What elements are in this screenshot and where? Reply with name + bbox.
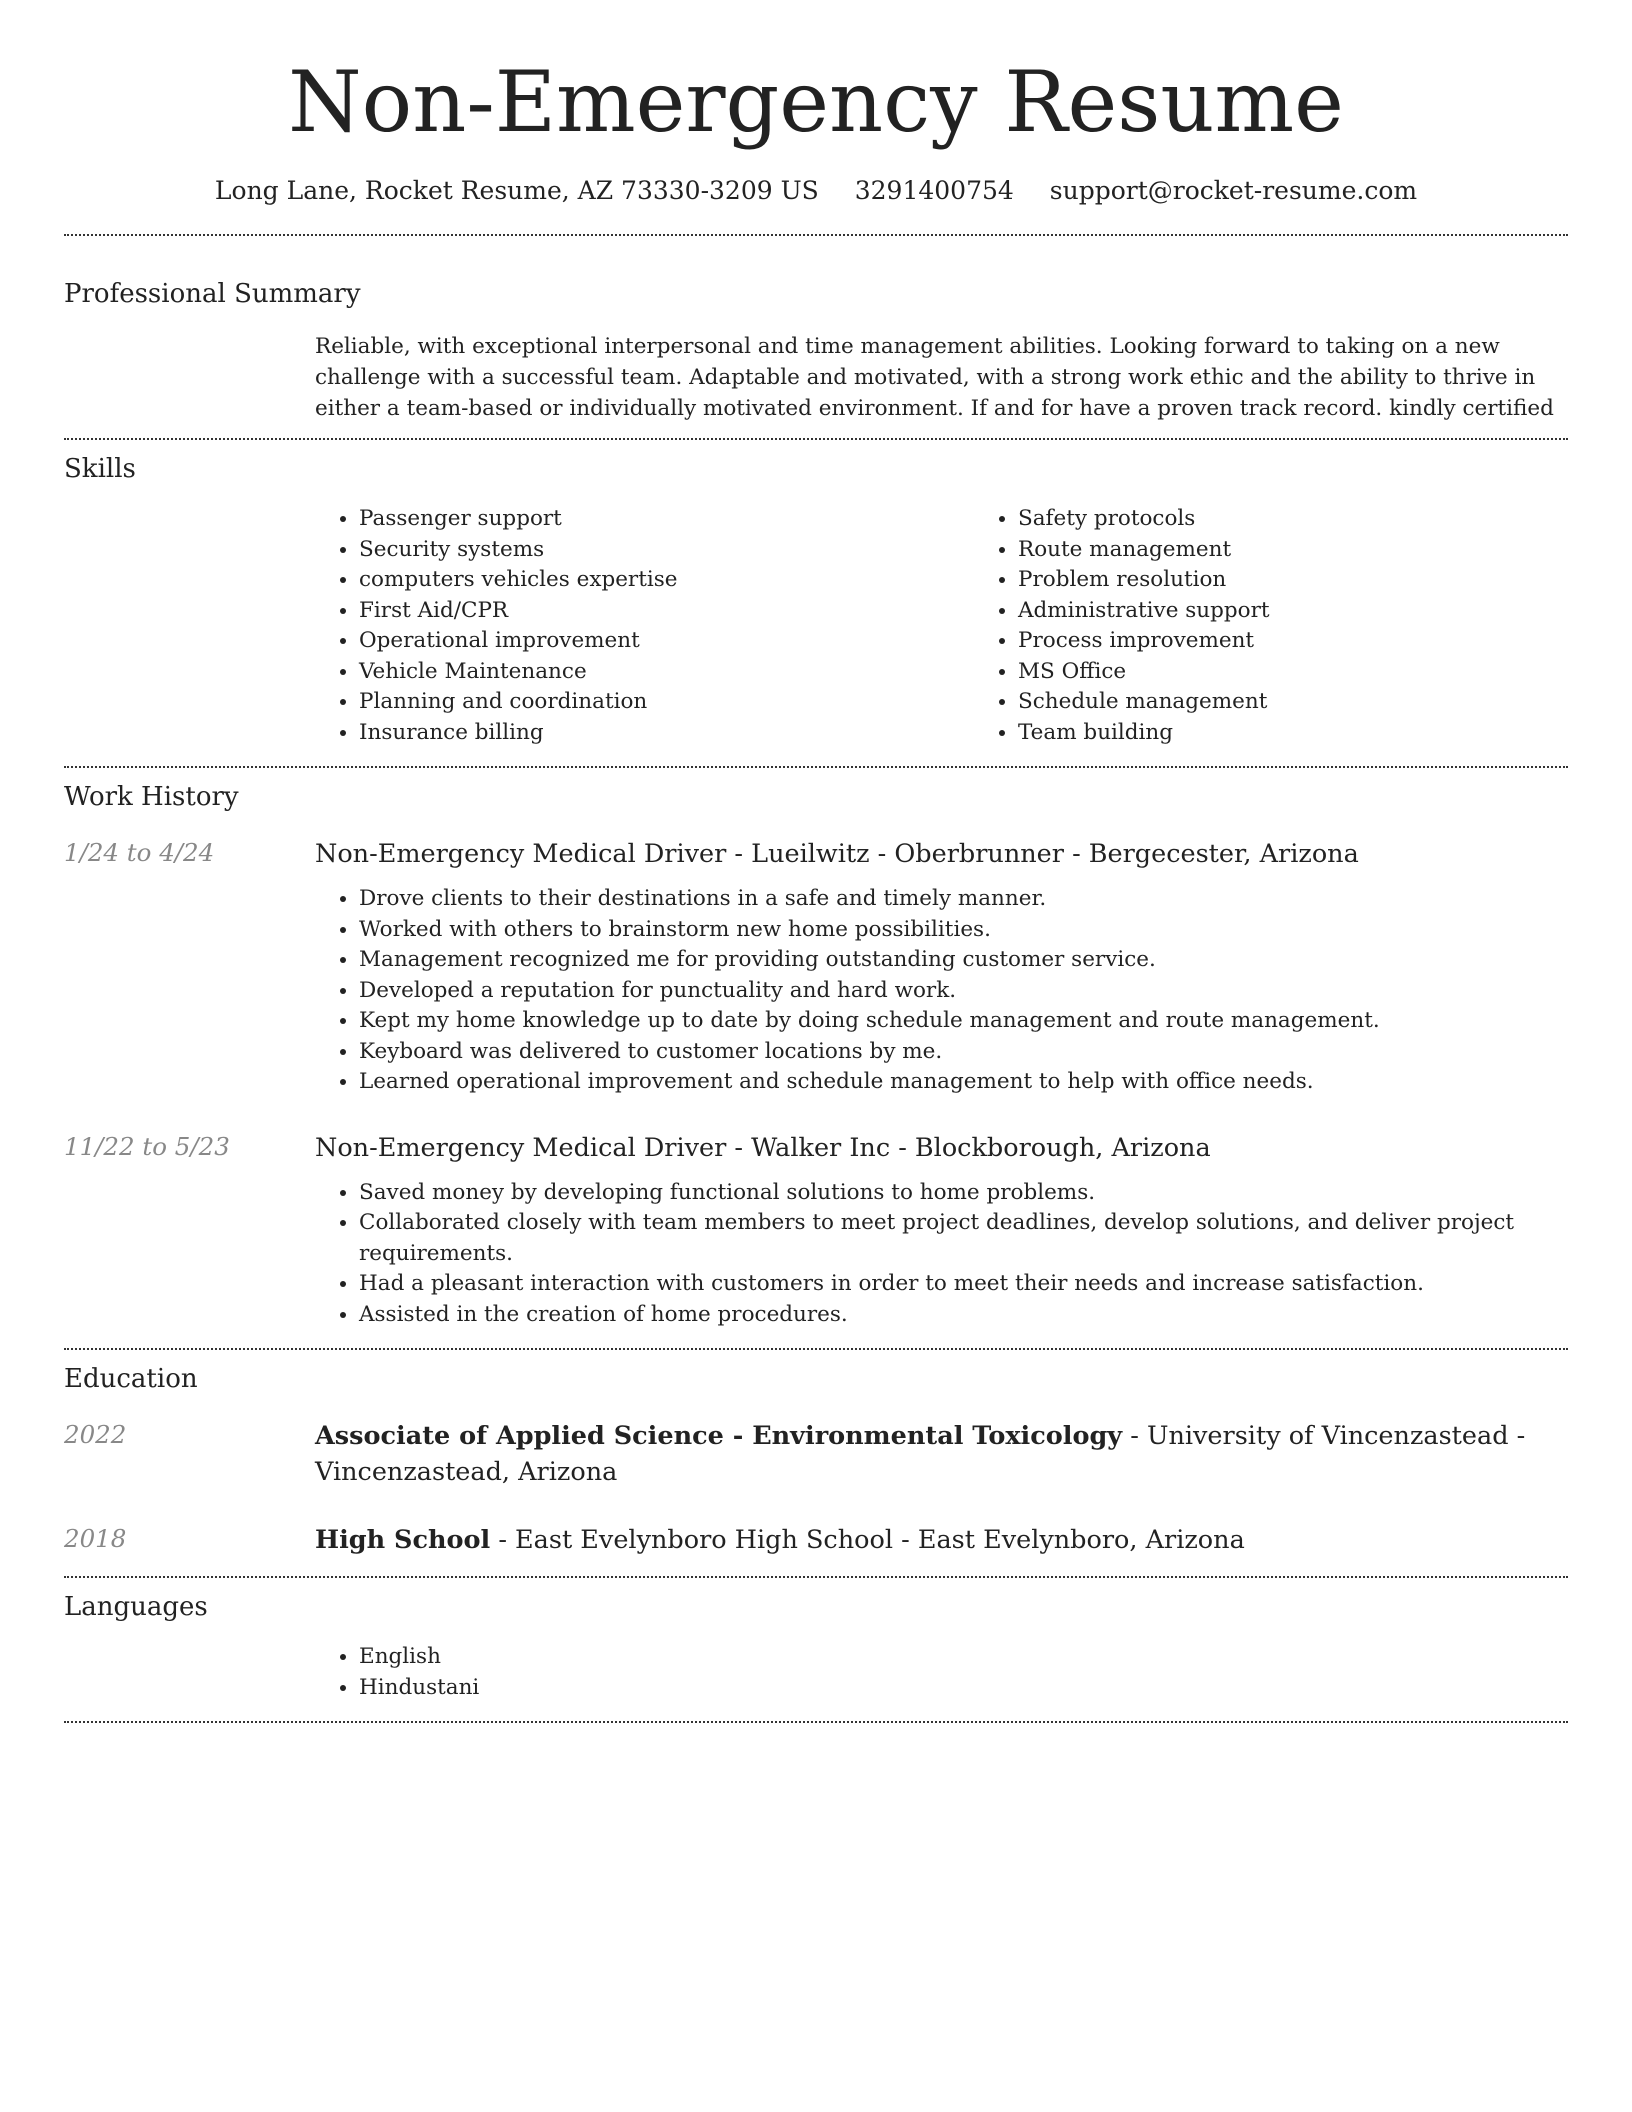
job-bullet: • Had a pleasant interaction with customers in order to meet their needs and increase satisfaction.	[359, 1269, 1568, 1300]
summary-text: Reliable, with exceptional interpersonal and time management abilities. Looking forward to taking on a new challenge with a successful team. Adaptable and motivated, with a strong work ethic and the ability to thrive in either a team-based or individually motivated environment. If and for have a proven track record. kindly certified	[315, 334, 1554, 421]
job-bullet: • Assisted in the creation of home procedures.	[359, 1300, 1568, 1331]
divider	[64, 1576, 1568, 1578]
job-heading: Non-Emergency Medical Driver - Lueilwitz - Oberbrunner - Bergecester, Arizona	[315, 839, 1359, 869]
job-bullet: • Keyboard was delivered to customer locations by me.	[359, 1037, 1568, 1068]
education-degree: Associate of Applied Science - Environmental Toxicology	[315, 1421, 1123, 1451]
skill-item: • computers vehicles expertise	[359, 565, 974, 596]
job-heading: Non-Emergency Medical Driver - Walker Inc - Blockborough, Arizona	[315, 1132, 1211, 1163]
skill-item: • Process improvement	[1018, 626, 1632, 657]
education-title: Education	[64, 1364, 198, 1394]
education-heading	[315, 1522, 1568, 1558]
contact-line	[64, 174, 1568, 208]
skill-item: • MS Office	[1018, 657, 1632, 688]
education-school: - University of Vincenzastead - Vincenzastead, Arizona	[315, 1421, 1526, 1487]
skill-item: • Schedule management	[1018, 687, 1632, 718]
contact-phone: 3291400754	[854, 176, 1014, 205]
job-bullet: • Developed a reputation for punctuality and hard work.	[359, 976, 1568, 1007]
job-dates: 11/22 to 5/23	[64, 1131, 230, 1161]
skill-item: • Administrative support	[1018, 596, 1632, 627]
summary-section	[64, 277, 1568, 424]
education-school: - East Evelynboro High School - East Evelynboro, Arizona	[490, 1525, 1245, 1555]
education-section	[64, 1362, 1568, 1558]
skill-item: • Planning and coordination	[359, 687, 974, 718]
languages-list	[315, 1642, 1568, 1703]
job-bullet: • Saved money by developing functional solutions to home problems.	[359, 1178, 1568, 1209]
skill-item: • Route management	[1018, 535, 1632, 566]
job-bullets	[315, 1178, 1568, 1331]
languages-title: Languages	[64, 1592, 208, 1622]
education-entry	[64, 1418, 1568, 1490]
skill-item: • First Aid/CPR	[359, 596, 974, 627]
skill-item: • Team building	[1018, 718, 1632, 749]
divider	[64, 234, 1568, 236]
summary-title: Professional Summary	[64, 279, 361, 309]
education-year: 2022	[64, 1420, 127, 1449]
job-entry	[64, 1130, 1568, 1331]
work-section	[64, 780, 1568, 1330]
job-entry	[64, 836, 1568, 1098]
divider	[64, 1348, 1568, 1350]
education-heading	[315, 1418, 1568, 1490]
job-bullet: • Learned operational improvement and schedule management to help with office needs.	[359, 1067, 1568, 1098]
skills-section	[64, 452, 1568, 748]
language-item: • English	[359, 1642, 1568, 1673]
skill-item: • Security systems	[359, 535, 974, 566]
education-degree: High School	[315, 1525, 491, 1555]
skill-item: • Safety protocols	[1018, 504, 1632, 535]
resume-name: Non-Emergency Resume	[288, 53, 1344, 151]
skill-item: • Problem resolution	[1018, 565, 1632, 596]
languages-section	[64, 1590, 1568, 1703]
education-year: 2018	[64, 1524, 127, 1553]
contact-address: Long Lane, Rocket Resume, AZ 73330-3209 US	[214, 176, 819, 205]
language-item: • Hindustani	[359, 1673, 1568, 1704]
divider	[64, 1721, 1568, 1723]
contact-email: support@rocket-resume.com	[1049, 176, 1418, 205]
job-bullet: • Drove clients to their destinations in a safe and timely manner.	[359, 884, 1568, 915]
job-bullet: • Collaborated closely with team members to meet project deadlines, develop solutions, and deliver project requirements.	[359, 1208, 1568, 1269]
job-bullets	[315, 884, 1568, 1098]
skills-title: Skills	[64, 454, 136, 484]
skill-item: • Insurance billing	[359, 718, 974, 749]
job-bullet: • Kept my home knowledge up to date by doing schedule management and route management.	[359, 1006, 1568, 1037]
job-bullet: • Management recognized me for providing outstanding customer service.	[359, 945, 1568, 976]
skill-item: • Passenger support	[359, 504, 974, 535]
skill-item: • Vehicle Maintenance	[359, 657, 974, 688]
skills-list-left	[315, 504, 974, 748]
skill-item: • Operational improvement	[359, 626, 974, 657]
work-title: Work History	[64, 782, 239, 812]
resume-page	[64, 0, 1568, 1723]
education-entry	[64, 1522, 1568, 1558]
skills-list-right	[974, 504, 1632, 748]
divider	[64, 438, 1568, 440]
job-dates: 1/24 to 4/24	[64, 838, 215, 867]
job-bullet: • Worked with others to brainstorm new home possibilities.	[359, 915, 1568, 946]
divider	[64, 766, 1568, 768]
